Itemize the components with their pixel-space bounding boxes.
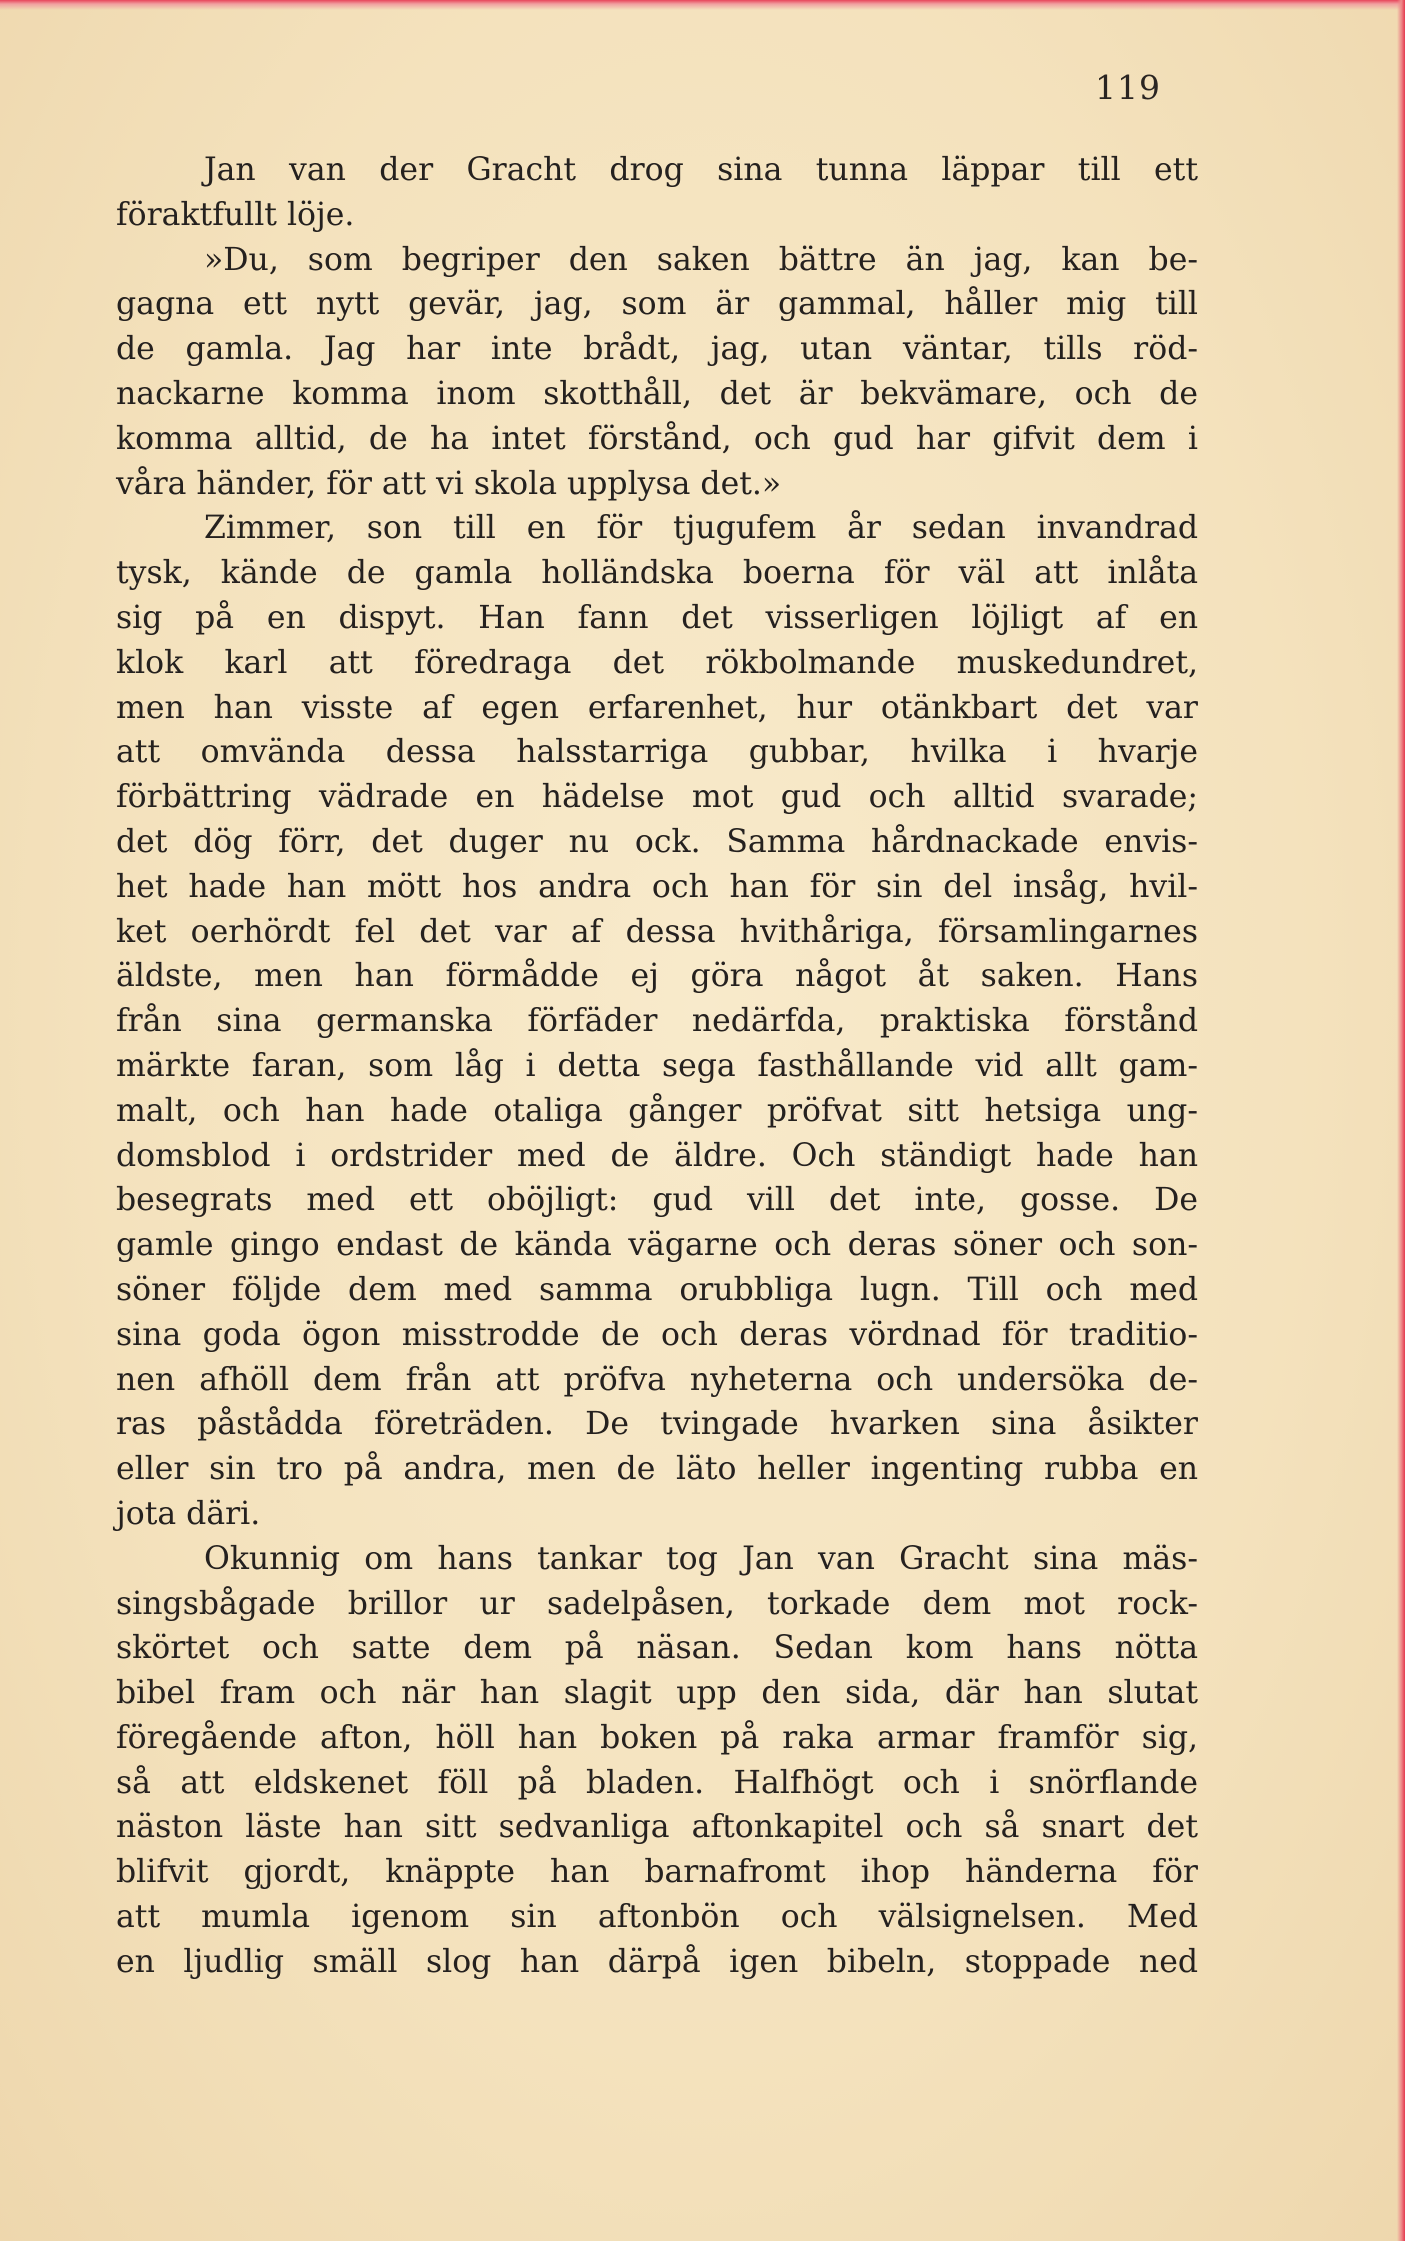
text-line: singsbågade brillor ur sadelpåsen, torkade dem mot rock-: [116, 1585, 1198, 1622]
text-line: så att eldskenet föll på bladen. Halfhögt och i snörflande: [116, 1764, 1198, 1801]
text-line: bibel fram och när han slagit upp den sida, där han slutat: [116, 1675, 1198, 1712]
text-line: märkte faran, som låg i detta sega fasthållande vid allt gam-: [116, 1047, 1198, 1084]
text-line: gagna ett nytt gevär, jag, som är gammal, håller mig till: [116, 286, 1198, 323]
text-line: näston läste han sitt sedvanliga aftonkapitel och så snart det: [116, 1809, 1198, 1846]
text-line: malt, och han hade otaliga gånger pröfvat sitt hetsiga ung-: [116, 1092, 1198, 1129]
text-line: söner följde dem med samma orubbliga lugn. Till och med: [116, 1271, 1198, 1308]
text-line: komma alltid, de ha intet förstånd, och gud har gifvit dem i: [116, 420, 1198, 457]
text-line: förbättring vädrade en hädelse mot gud och alltid svarade;: [116, 779, 1198, 816]
text-line: ket oerhördt fel det var af dessa hvithåriga, församlingarnes: [116, 913, 1198, 950]
text-line: nackarne komma inom skotthåll, det är bekvämare, och de: [116, 375, 1198, 412]
text-line: ras påstådda företräden. De tvingade hvarken sina åsikter: [116, 1406, 1198, 1443]
text-line: men han visste af egen erfarenhet, hur otänkbart det var: [116, 689, 1198, 726]
page-number: 119: [1095, 68, 1161, 107]
text-line: det dög förr, det duger nu ock. Samma hårdnackade envis-: [116, 823, 1198, 860]
text-line: föraktfullt löje.: [116, 196, 355, 233]
text-line: att omvända dessa halsstarriga gubbar, hvilka i hvarje: [116, 734, 1198, 771]
text-line: nen afhöll dem från att pröfva nyheterna och undersöka de-: [116, 1361, 1198, 1398]
text-line: skörtet och satte dem på näsan. Sedan kom hans nötta: [116, 1630, 1198, 1667]
body-text: [116, 148, 1198, 1985]
text-line: jota däri.: [116, 1495, 261, 1532]
text-line: tysk, kände de gamla holländska boerna för väl att inlåta: [116, 555, 1198, 592]
text-line: de gamla. Jag har inte brådt, jag, utan väntar, tills röd-: [116, 331, 1198, 368]
text-line: våra händer, för att vi skola upplysa det.»: [116, 465, 782, 502]
page-top-edge: [0, 0, 1405, 10]
page-right-edge: [1397, 0, 1405, 2241]
text-line: Zimmer, son till en för tjugufem år sedan invandrad: [204, 510, 1198, 547]
text-line: domsblod i ordstrider med de äldre. Och ständigt hade han: [116, 1137, 1198, 1174]
text-line: sig på en dispyt. Han fann det visserligen löjligt af en: [116, 599, 1198, 636]
text-line: gamle gingo endast de kända vägarne och deras söner och son-: [116, 1227, 1198, 1264]
text-line: besegrats med ett oböjligt: gud vill det inte, gosse. De: [116, 1182, 1198, 1219]
text-line: Jan van der Gracht drog sina tunna läppar till ett: [204, 152, 1198, 188]
text-line: föregående afton, höll han boken på raka armar framför sig,: [116, 1719, 1198, 1756]
text-line: en ljudlig smäll slog han därpå igen bibeln, stoppade ned: [116, 1943, 1198, 1980]
text-line: sina goda ögon misstrodde de och deras vördnad för traditio-: [116, 1316, 1198, 1353]
text-line: het hade han mött hos andra och han för sin del insåg, hvil-: [116, 868, 1198, 905]
text-line: »Du, som begriper den saken bättre än jag, kan be-: [204, 241, 1198, 278]
text-line: eller sin tro på andra, men de läto heller ingenting rubba en: [116, 1451, 1198, 1488]
text-line: Okunnig om hans tankar tog Jan van Gracht sina mäs-: [204, 1540, 1198, 1577]
text-line: klok karl att föredraga det rökbolmande muskedundret,: [116, 644, 1198, 681]
text-line: blifvit gjordt, knäppte han barnafromt ihop händerna för: [116, 1854, 1198, 1891]
text-line: att mumla igenom sin aftonbön och välsignelsen. Med: [116, 1899, 1198, 1936]
text-line: från sina germanska förfäder nedärfda, praktiska förstånd: [116, 1003, 1198, 1040]
text-line: äldste, men han förmådde ej göra något åt saken. Hans: [116, 958, 1198, 995]
